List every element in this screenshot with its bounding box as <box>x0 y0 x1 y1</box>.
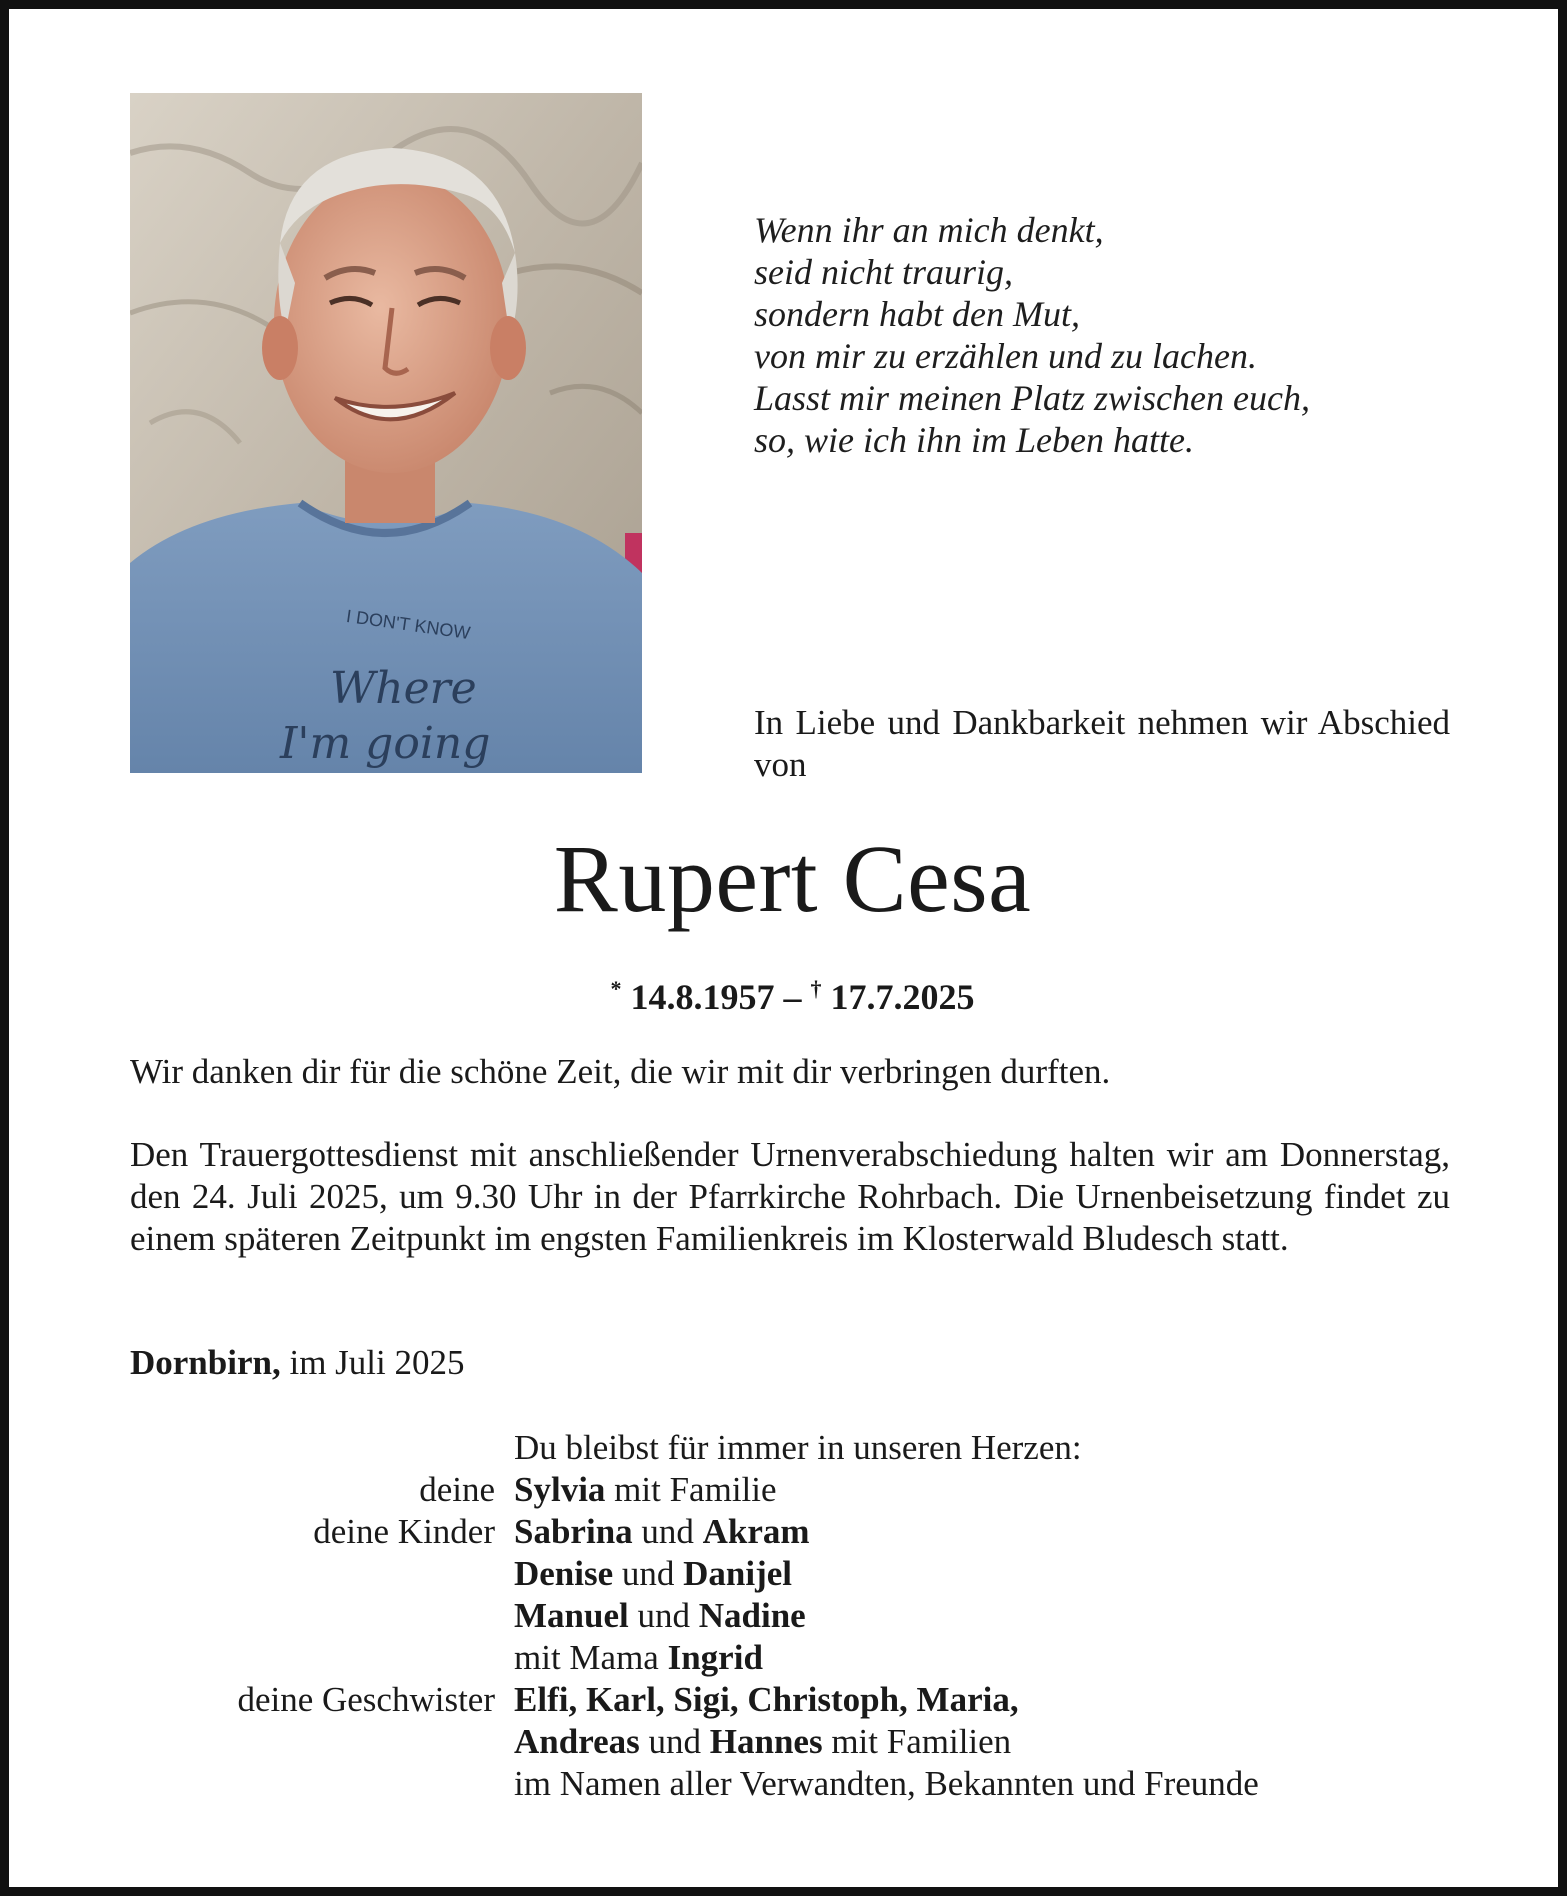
mourner-names <box>514 1469 777 1511</box>
intro-text: In Liebe und Dankbarkeit nehmen wir Abschied von <box>754 703 1450 784</box>
mourner-names <box>514 1553 792 1595</box>
mourner-name: Sylvia <box>514 1470 606 1509</box>
mourner-row <box>9 1637 1567 1679</box>
mourner-row <box>9 1721 1567 1763</box>
mourners-heading-row <box>9 1427 1567 1469</box>
mourner-row <box>9 1469 1567 1511</box>
life-dates <box>9 967 1567 1019</box>
svg-text:I DON'T KNOW: I DON'T KNOW <box>344 605 472 644</box>
mourners-list <box>9 1427 1567 1805</box>
mourner-connector: mit Mama <box>514 1638 668 1677</box>
mourner-name: Danijel <box>683 1554 793 1593</box>
mourner-connector: mit Familie <box>605 1470 777 1509</box>
poem-line: so, wie ich ihn im Leben hatte. <box>754 420 1194 460</box>
mourner-connector: mit Familien <box>822 1722 1012 1761</box>
deceased-name: Rupert Cesa <box>553 825 1032 932</box>
poem-line: Lasst mir meinen Platz zwischen euch, <box>754 378 1310 418</box>
mourner-relation-label: deine Kinder <box>313 1512 495 1551</box>
mourner-name: Denise <box>514 1554 614 1593</box>
mourner-name: Akram <box>702 1512 810 1551</box>
mourner-row <box>9 1595 1567 1637</box>
mourner-name: Sabrina <box>514 1512 633 1551</box>
mourner-connector: im Namen aller Verwandten, Bekannten und Freunde <box>514 1764 1259 1803</box>
mourners-heading: Du bleibst für immer in unseren Herzen: <box>514 1428 1082 1467</box>
portrait-photo <box>130 93 642 773</box>
poem-line: von mir zu erzählen und zu lachen. <box>754 336 1257 376</box>
mourner-names <box>514 1721 1011 1763</box>
birth-date: 14.8.1957 <box>630 977 775 1017</box>
mourner-name: Hannes <box>709 1722 823 1761</box>
mourner-relation-label: deine <box>419 1470 495 1509</box>
poem <box>754 209 1474 461</box>
death-symbol: † <box>810 976 822 1001</box>
mourner-row <box>9 1679 1567 1721</box>
poem-line: Wenn ihr an mich denkt, <box>754 210 1104 250</box>
death-date: 17.7.2025 <box>830 977 975 1017</box>
birth-symbol: * <box>610 976 622 1001</box>
mourner-name: Nadine <box>698 1596 806 1635</box>
place-city: Dornbirn, <box>130 1343 281 1382</box>
poem-line: sondern habt den Mut, <box>754 294 1080 334</box>
mourner-name: Ingrid <box>667 1638 763 1677</box>
mourner-connector: und <box>613 1554 684 1593</box>
mourner-names <box>514 1637 763 1679</box>
mourner-connector: und <box>639 1722 710 1761</box>
mourner-name: Elfi, Karl, Sigi, Christoph, Maria, <box>514 1680 1019 1719</box>
mourner-connector: und <box>632 1512 703 1551</box>
mourner-name: Andreas <box>514 1722 640 1761</box>
mourner-row <box>9 1763 1567 1805</box>
mourner-row <box>9 1553 1567 1595</box>
poem-line: seid nicht traurig, <box>754 252 1013 292</box>
mourner-names <box>514 1763 1259 1805</box>
svg-text:Where: Where <box>330 663 477 714</box>
mourner-relation-label: deine Geschwister <box>237 1680 495 1719</box>
mourner-names <box>514 1679 1019 1721</box>
mourner-name: Manuel <box>514 1596 629 1635</box>
thanks-text: Wir danken dir für die schöne Zeit, die wir mit dir verbringen durften. <box>130 1052 1111 1091</box>
mourner-names <box>514 1511 810 1553</box>
service-text: Den Trauergottesdienst mit anschließender Urnenverabschiedung halten wir am Donnerstag, den 24. Juli 2025, um 9.30 Uhr in der Pfarrkirche Rohrbach. Die Urnenbeisetzung findet zu einem späteren Zeitpunkt im engsten Familienkreis im Klosterwald Bludesch statt. <box>130 1135 1450 1258</box>
svg-text:I'm going: I'm going <box>280 718 491 769</box>
mourner-row <box>9 1511 1567 1553</box>
place-date-text: im Juli 2025 <box>289 1343 465 1382</box>
mourner-connector: und <box>628 1596 699 1635</box>
mourner-names <box>514 1595 806 1637</box>
mourner-rows <box>9 1469 1567 1805</box>
date-separator: – <box>783 977 802 1017</box>
place-date <box>130 1342 930 1384</box>
portrait-illustration <box>130 93 642 773</box>
